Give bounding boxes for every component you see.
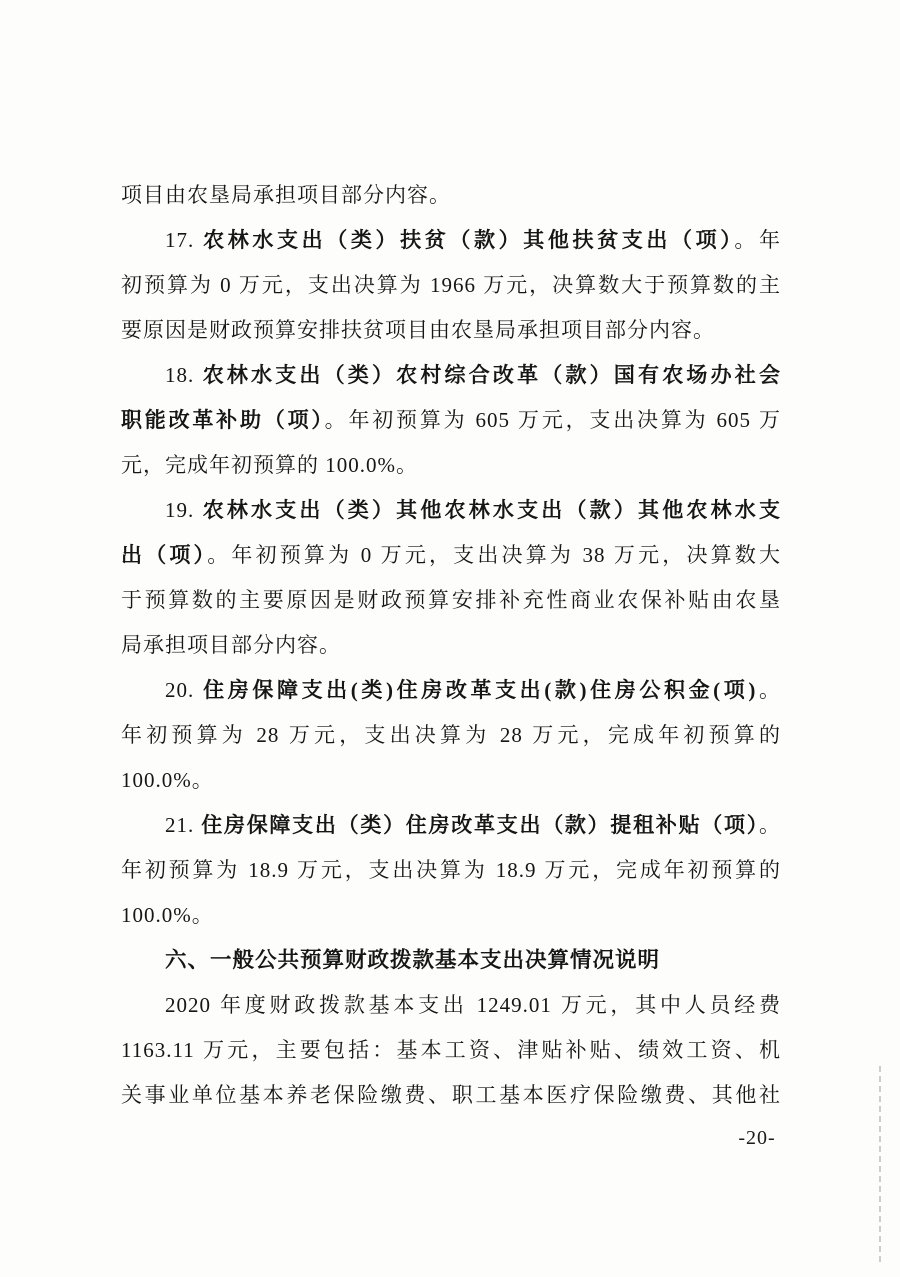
text-segment: 住房保障支出（类）住房改革支出（款）提租补贴（项） (201, 813, 760, 837)
text-segment: 初预算为 0 万元，支出决算为 1966 万元，决算数大于预算数的主 (121, 273, 781, 297)
text-segment: 要原因是财政预算安排扶贫项目由农垦局承担项目部分内容。 (121, 318, 715, 342)
text-segment: 农林水支出（类）其他农林水支出（款）其他农林水支 (202, 498, 781, 522)
text-line (121, 488, 781, 533)
text-segment: 年初预算为 28 万元，支出决算为 28 万元，完成年初预算的 (121, 723, 781, 747)
text-segment: 职能改革补助（项） (121, 408, 325, 432)
text-line (121, 398, 781, 443)
text-segment: 出（项） (121, 543, 208, 567)
text-line (121, 578, 781, 623)
text-segment: 年初预算为 18.9 万元，支出决算为 18.9 万元，完成年初预算的 (121, 858, 781, 882)
text-segment: 100.0%。 (121, 903, 214, 927)
text-segment: 100.0%。 (121, 768, 214, 792)
text-segment: 局承担项目部分内容。 (121, 633, 341, 657)
section-heading (121, 938, 781, 983)
text-line (121, 893, 781, 938)
scan-artifact-line (879, 1066, 881, 1262)
text-segment: 。年初预算为 605 万元，支出决算为 605 万 (324, 408, 782, 432)
page-number: -20- (738, 1127, 776, 1149)
text-segment: 农林水支出（类）农村综合改革（款）国有农场办社会 (202, 363, 781, 387)
text-line (121, 263, 781, 308)
text-line (121, 623, 781, 668)
text-segment: 20. (165, 678, 204, 702)
text-line (121, 848, 781, 893)
text-line (121, 1028, 781, 1073)
text-segment: 六、一般公共预算财政拨款基本支出决算情况说明 (165, 948, 661, 972)
text-segment: 1163.11 万元，主要包括：基本工资、津贴补贴、绩效工资、机 (121, 1038, 781, 1062)
document-body (121, 173, 781, 1118)
text-line (121, 1073, 781, 1118)
text-line (121, 983, 781, 1028)
text-segment: 农林水支出（类）扶贫（款）其他扶贫支出（项） (203, 228, 735, 252)
text-segment: 住房保障支出(类)住房改革支出(款)住房公积金(项) (203, 678, 757, 702)
text-segment: 于预算数的主要原因是财政预算安排补充性商业农保补贴由农垦 (121, 588, 781, 612)
text-line (121, 803, 781, 848)
text-line (121, 218, 781, 263)
text-segment: 项目由农垦局承担项目部分内容。 (121, 183, 451, 207)
text-segment: 元，完成年初预算的 100.0%。 (121, 453, 418, 477)
text-line (121, 308, 781, 353)
text-line (121, 353, 781, 398)
text-line (121, 758, 781, 803)
text-segment: 2020 年度财政拨款基本支出 1249.01 万元，其中人员经费 (165, 993, 781, 1017)
text-segment: 18. (165, 363, 203, 387)
text-segment: 。年 (734, 228, 781, 252)
text-segment: 19. (165, 498, 203, 522)
text-segment: 。年初预算为 0 万元，支出决算为 38 万元，决算数大 (207, 543, 782, 567)
text-line (121, 533, 781, 578)
text-segment: 21. (165, 813, 202, 837)
text-segment: 。 (759, 813, 782, 837)
text-line (121, 668, 781, 713)
text-segment: 关事业单位基本养老保险缴费、职工基本医疗保险缴费、其他社 (121, 1083, 781, 1107)
text-line (121, 173, 781, 218)
text-line (121, 713, 781, 758)
text-segment: 17. (165, 228, 204, 252)
text-line (121, 443, 781, 488)
text-segment: 。 (756, 678, 782, 702)
